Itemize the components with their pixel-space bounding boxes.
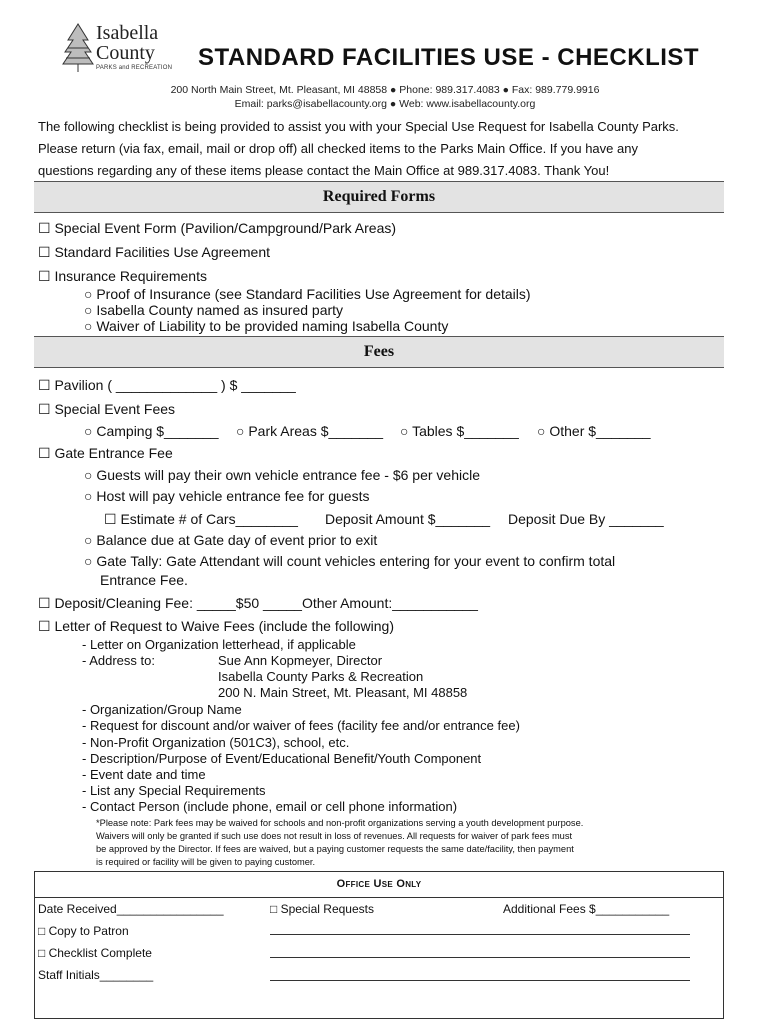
notes-line-2[interactable] <box>270 957 690 958</box>
intro-line-1: The following checklist is being provided to assist you with your Special Use Request for Isabella County Parks. <box>38 119 679 134</box>
intro-line-2: Please return (via fax, email, mail or drop off) all checked items to the Parks Main Office. If you have any <box>38 141 638 156</box>
date-received-field[interactable]: Date Received________________ <box>38 902 224 916</box>
checkbox-deposit-cleaning-fee[interactable]: ☐ Deposit/Cleaning Fee: _____$50 _____Other Amount:___________ <box>38 595 478 611</box>
waive-nonprofit-item: - Non-Profit Organization (501C3), school, etc. <box>82 735 350 750</box>
waive-description-item: - Description/Purpose of Event/Educational Benefit/Youth Component <box>82 751 482 766</box>
waive-letterhead-item: - Letter on Organization letterhead, if applicable <box>82 637 356 652</box>
host-pay-option[interactable]: ○ Host will pay vehicle entrance fee for guests <box>84 488 370 504</box>
contact-address-line: 200 North Main Street, Mt. Pleasant, MI 48858 ● Phone: 989.317.4083 ● Fax: 989.779.9916 <box>170 84 600 96</box>
estimate-cars-field[interactable]: ☐ Estimate # of Cars________ <box>104 511 298 527</box>
checkbox-letter-waive-fees[interactable]: ☐ Letter of Request to Waive Fees (include the following) <box>38 618 394 634</box>
checkbox-special-event-fees[interactable]: ☐ Special Event Fees <box>38 401 176 417</box>
waive-request-item: - Request for discount and/or waiver of fees (facility fee and/or entrance fee) <box>82 718 520 733</box>
address-line-2: Isabella County Parks & Recreation <box>218 669 424 684</box>
notes-line-3[interactable] <box>270 980 690 981</box>
checkbox-pavilion[interactable]: ☐ Pavilion ( _____________ ) $ _______ <box>38 377 296 393</box>
staff-initials-field[interactable]: Staff Initials________ <box>38 968 154 982</box>
page-title: STANDARD FACILITIES USE - CHECKLIST <box>198 44 700 71</box>
insurance-waiver-item: ○ Waiver of Liability to be provided naming Isabella County <box>84 318 449 334</box>
tree-logo-icon <box>60 20 96 75</box>
copy-to-patron-checkbox[interactable]: □ Copy to Patron <box>38 924 129 938</box>
waive-organization-item: - Organization/Group Name <box>82 702 242 717</box>
logo-text-county: County <box>96 42 155 64</box>
deposit-due-field[interactable]: Deposit Due By _______ <box>508 511 664 527</box>
camping-fee-field[interactable]: ○ Camping $_______ <box>84 423 219 439</box>
waiver-note-line-4: is required or facility will be given to paying customer. <box>96 857 316 867</box>
gate-tally-option[interactable]: ○ Gate Tally: Gate Attendant will count vehicles entering for your event to confirm total <box>84 553 616 569</box>
gate-tally-continued: Entrance Fee. <box>100 572 188 588</box>
logo-text-parks: PARKS and RECREATION <box>96 65 173 71</box>
intro-line-3: questions regarding any of these items please contact the Main Office at 989.317.4083. Thank You! <box>38 163 610 178</box>
checkbox-facilities-use-agreement[interactable]: ☐ Standard Facilities Use Agreement <box>38 244 270 260</box>
checkbox-gate-entrance-fee[interactable]: ☐ Gate Entrance Fee <box>38 445 173 461</box>
insurance-proof-item: ○ Proof of Insurance (see Standard Facilities Use Agreement for details) <box>84 286 531 302</box>
special-requests-checkbox[interactable]: □ Special Requests <box>270 902 374 916</box>
tables-fee-field[interactable]: ○ Tables $_______ <box>400 423 519 439</box>
waive-address-label: - Address to: <box>82 653 155 668</box>
waive-contact-item: - Contact Person (include phone, email or cell phone information) <box>82 799 458 814</box>
isabella-county-logo <box>60 20 174 75</box>
insurance-named-party-item: ○ Isabella County named as insured party <box>84 302 344 318</box>
checkbox-special-event-form[interactable]: ☐ Special Event Form (Pavilion/Campground/Park Areas) <box>38 220 397 236</box>
waiver-note-line-2: Waivers will only be granted if such use does not result in loss of revenues. All requests for waiver of park fees must <box>96 831 573 841</box>
deposit-amount-field[interactable]: Deposit Amount $_______ <box>325 511 491 527</box>
notes-line-1[interactable] <box>270 934 690 935</box>
additional-fees-field[interactable]: Additional Fees $___________ <box>503 902 670 916</box>
waive-event-date-item: - Event date and time <box>82 767 206 782</box>
waive-requirements-item: - List any Special Requirements <box>82 783 266 798</box>
contact-email-line: Email: parks@isabellacounty.org ● Web: www.isabellacounty.org <box>234 98 536 110</box>
waiver-note-line-1: *Please note: Park fees may be waived for schools and non-profit organizations serving a youth development purpose. <box>96 818 584 828</box>
other-fee-field[interactable]: ○ Other $_______ <box>537 423 651 439</box>
park-areas-fee-field[interactable]: ○ Park Areas $_______ <box>236 423 383 439</box>
address-line-3: 200 N. Main Street, Mt. Pleasant, MI 48858 <box>218 685 468 700</box>
checkbox-insurance-requirements[interactable]: ☐ Insurance Requirements <box>38 268 207 284</box>
waiver-note-line-3: be approved by the Director. If fees are waived, but a paying customer requests the same date/facility, then payment <box>96 844 574 854</box>
balance-due-option[interactable]: ○ Balance due at Gate day of event prior to exit <box>84 532 378 548</box>
logo-text-isabella: Isabella <box>96 22 159 44</box>
guests-pay-option[interactable]: ○ Guests will pay their own vehicle entrance fee - $6 per vehicle <box>84 467 480 483</box>
office-use-box <box>34 871 724 1019</box>
checklist-complete-checkbox[interactable]: □ Checklist Complete <box>38 946 152 960</box>
address-line-1: Sue Ann Kopmeyer, Director <box>218 653 383 668</box>
fees-heading: Fees <box>34 336 724 368</box>
office-use-heading: Office Use Only <box>35 872 723 898</box>
required-forms-heading: Required Forms <box>34 181 724 213</box>
